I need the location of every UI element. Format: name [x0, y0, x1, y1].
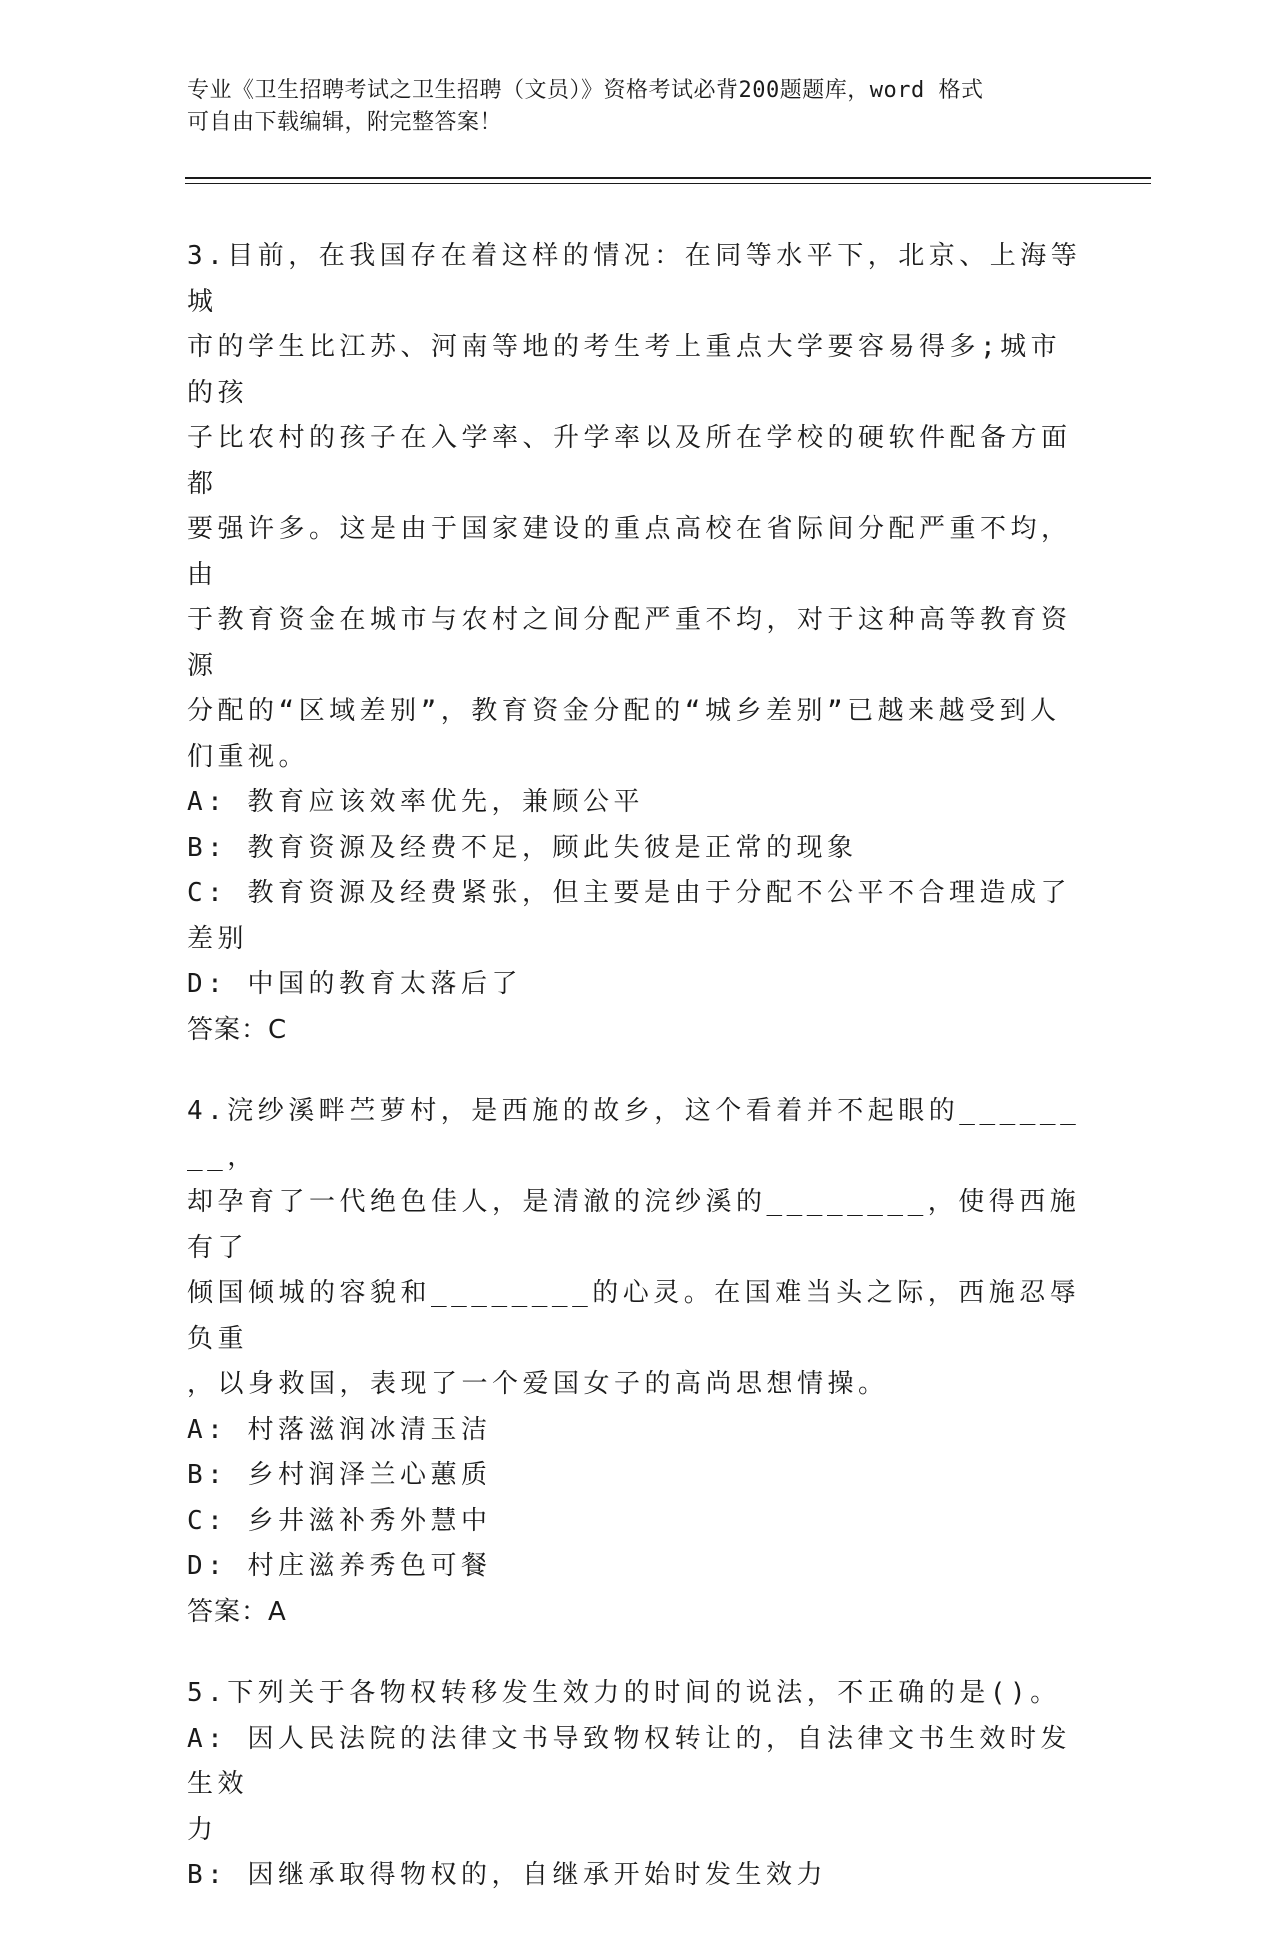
option-b: B: 教育资源及经费不足，顾此失彼是正常的现象	[187, 832, 858, 863]
header-rule-thin	[185, 183, 1151, 184]
option-a-continued: 力	[187, 1814, 218, 1845]
option-c: C: 教育资源及经费紧张，但主要是由于分配不公平不合理造成了差别	[187, 878, 1071, 954]
question-stem-line: 子比农村的孩子在入学率、升学率以及所在学校的硬软件配备方面都	[187, 423, 1072, 499]
question-stem-line: 分配的“区域差别”，教育资金分配的“城乡差别”已越来越受到人	[187, 696, 1061, 726]
option-b: B: 因继承取得物权的，自继承开始时发生效力	[187, 1860, 827, 1890]
question-4	[187, 1089, 1087, 1635]
question-stem-line: 3.目前，在我国存在着这样的情况：在同等水平下，北京、上海等城	[187, 241, 1082, 317]
question-stem-line: 5.下列关于各物权转移发生效力的时间的说法，不正确的是()。	[187, 1678, 1061, 1708]
option-a: A: 村落滋润冰清玉洁	[187, 1414, 492, 1445]
question-stem-line: 倾国倾城的容貌和________的心灵。在国难当头之际，西施忍辱负重	[187, 1278, 1081, 1354]
question-stem-line: 要强许多。这是由于国家建设的重点高校在省际间分配严重不均，由	[187, 514, 1072, 590]
document-header	[187, 75, 1067, 139]
question-stem-line: 于教育资金在城市与农村之间分配严重不均，对于这种高等教育资源	[187, 605, 1072, 681]
question-5	[187, 1671, 1087, 1899]
question-3	[187, 234, 1087, 1053]
question-stem-line: 4.浣纱溪畔苎萝村，是西施的故乡，这个看着并不起眼的________，	[187, 1096, 1081, 1172]
question-stem-line: 们重视。	[187, 741, 310, 772]
option-d: D: 村庄滋养秀色可餐	[187, 1551, 492, 1581]
answer-line: 答案：A	[187, 1596, 287, 1627]
question-list	[187, 234, 1087, 1935]
header-line-2: 可自由下载编辑，附完整答案！	[187, 110, 503, 135]
answer-line: 答案：C	[187, 1014, 288, 1045]
option-a: A: 因人民法院的法律文书导致物权转让的，自法律文书生效时发生效	[187, 1723, 1071, 1799]
option-c: C: 乡井滋补秀外慧中	[187, 1505, 492, 1536]
header-rule-thick	[185, 177, 1151, 179]
header-line-1: 专业《卫生招聘考试之卫生招聘（文员）》资格考试必背200题题库，word 格式	[187, 78, 984, 103]
option-a: A: 教育应该效率优先，兼顾公平	[187, 787, 644, 817]
option-d: D: 中国的教育太落后了	[187, 969, 522, 999]
option-b: B: 乡村润泽兰心蕙质	[187, 1460, 492, 1490]
question-stem-line: 却孕育了一代绝色佳人，是清澈的浣纱溪的________，使得西施有了	[187, 1187, 1081, 1263]
question-stem-line: ，以身救国，表现了一个爱国女子的高尚思想情操。	[187, 1369, 889, 1399]
question-stem-line: 市的学生比江苏、河南等地的考生考上重点大学要容易得多;城市的孩	[187, 332, 1062, 408]
